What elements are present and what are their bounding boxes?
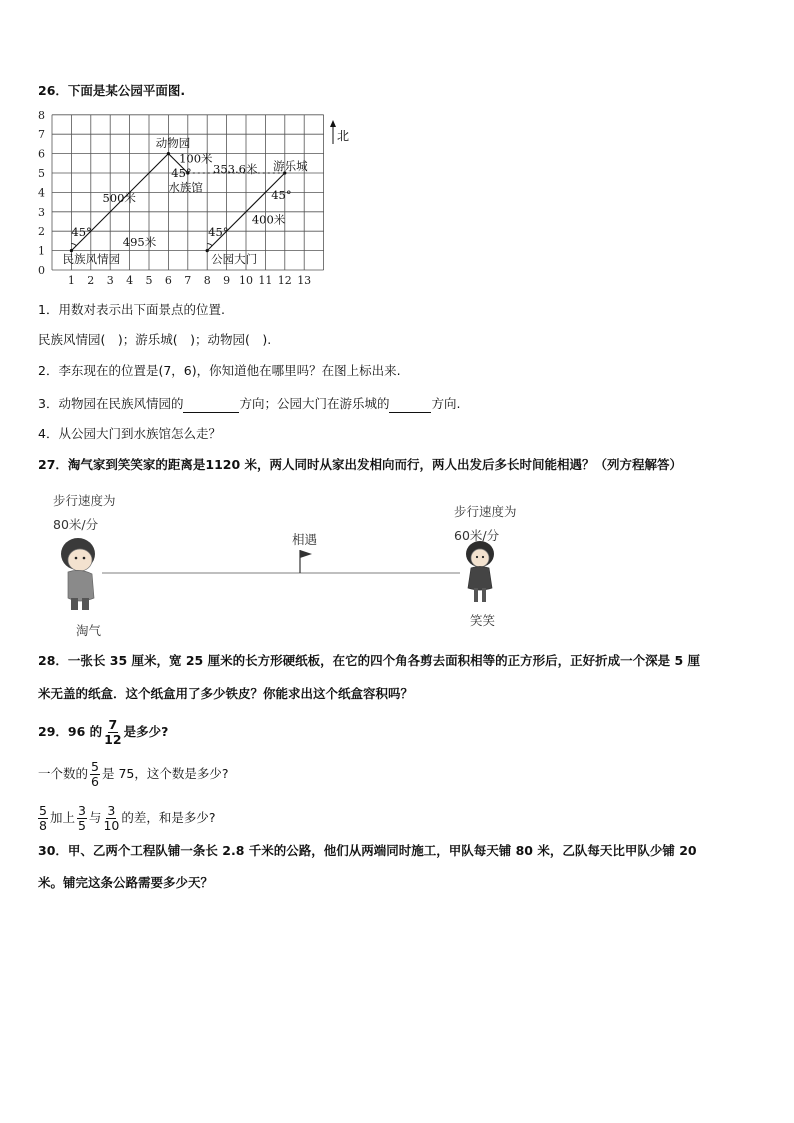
label-dist-500: 500米 — [102, 191, 136, 206]
xiaoxiao-speed-line2: 60米/分 — [454, 528, 500, 543]
y-tick-label: 8 — [38, 110, 45, 122]
north-label: 北 — [337, 129, 350, 143]
q26-sub4: 4．从公园大门到水族馆怎么走？ — [38, 426, 221, 441]
fraction-3-10: $\frac{3}{10}$ — [103, 803, 120, 833]
fraction-5-6: $\frac{5}{6}$ — [91, 759, 99, 789]
xiaoxiao-figure-icon — [466, 541, 494, 602]
x-tick-label: 10 — [239, 274, 253, 287]
label-angle-45-c: 45° — [71, 225, 92, 240]
x-tick-label: 3 — [106, 274, 114, 287]
fraction-3-5: $\frac{3}{5}$ — [77, 803, 86, 833]
blank-1[interactable] — [183, 394, 239, 413]
x-tick-label: 1 — [67, 274, 75, 287]
x-tick-label: 9 — [223, 274, 231, 287]
label-angle-45-a: 45° — [171, 165, 192, 180]
label-ethnic-garden: 民族风情园 — [62, 252, 121, 267]
x-tick-label: 12 — [277, 274, 292, 287]
q29-a-post: 是多少? — [123, 724, 169, 739]
x-tick-label: 4 — [126, 274, 134, 287]
map-point-zoo — [167, 152, 170, 155]
x-tick-label: 7 — [184, 274, 192, 287]
label-park-gate: 公园大门 — [211, 252, 258, 267]
q30-line2: 米。铺完这条公路需要多少天？ — [38, 875, 214, 890]
taoqi-speed-line2: 80米/分 — [53, 517, 99, 532]
q29-a-pre: 29．96 的 — [38, 724, 103, 739]
q28-line1: 28．一张长 35 厘米，宽 25 厘米的长方形硬纸板，在它的四个角各剪去面积相等的正方形后，正好折成一个深是 5 厘 — [38, 653, 700, 668]
park-map — [30, 110, 360, 296]
label-amusement: 游乐城 — [273, 159, 308, 174]
y-tick-label: 0 — [38, 264, 45, 277]
q26-sub1-answer-line: 民族风情园( )；游乐城( )；动物园( ). — [38, 332, 272, 347]
taoqi-speed-line1: 步行速度为 — [53, 493, 116, 508]
q29-c — [36, 804, 215, 833]
map-point-park-gate — [206, 249, 209, 252]
x-tick-label: 13 — [297, 274, 312, 287]
x-tick-label: 2 — [87, 274, 95, 287]
x-tick-label: 6 — [164, 274, 172, 287]
y-tick-label: 6 — [38, 147, 45, 161]
q29-b-post: 是 75，这个数是多少? — [101, 766, 229, 781]
park-grid-svg — [30, 110, 360, 292]
label-zoo: 动物园 — [155, 135, 191, 150]
fraction-7-12: $\frac{7}{12}$ — [104, 717, 122, 747]
label-dist-400: 400米 — [251, 212, 286, 227]
q30-line1: 30．甲、乙两个工程队铺一条长 2.8 千米的公路，他们从两端同时施工，甲队每天铺 80 米，乙队每天比甲队少铺 20 — [38, 843, 697, 858]
q27-text: 27．淘气家到笑笑家的距离是1120 米，两人同时从家出发相向而行，两人出发后多长时间能相遇？（列方程解答） — [38, 457, 683, 472]
x-tick-label: 8 — [203, 274, 211, 287]
label-dist-495: 495米 — [122, 234, 157, 249]
q26-sub1: 1．用数对表示出下面景点的位置. — [38, 302, 225, 317]
meet-label: 相遇 — [292, 532, 318, 547]
q29-a — [38, 718, 168, 747]
q26-sub3-part-b: 方向；公园大门在游乐城的 — [239, 396, 390, 411]
q29-b-pre: 一个数的 — [38, 766, 89, 781]
taoqi-name: 淘气 — [76, 623, 102, 638]
y-tick-label: 1 — [38, 244, 45, 258]
q28-line2: 米无盖的纸盒．这个纸盒用了多少铁皮？你能求出这个纸盒容积吗？ — [38, 686, 414, 701]
y-tick-label: 3 — [38, 205, 45, 219]
y-tick-label: 4 — [38, 186, 45, 200]
taoqi-figure-icon — [61, 538, 95, 610]
label-angle-45-b: 45° — [271, 188, 292, 203]
x-tick-label: 11 — [258, 274, 273, 287]
q26-sub3 — [38, 394, 460, 413]
label-angle-45-d: 45° — [208, 225, 229, 240]
q29-c-mid1: 加上 — [49, 810, 75, 825]
xiaoxiao-name: 笑笑 — [470, 613, 496, 628]
q26-sub2: 2．李东现在的位置是(7，6)，你知道他在哪里吗？在图上标出来. — [38, 363, 401, 378]
x-tick-label: 5 — [145, 274, 153, 287]
angle-arc-garden — [71, 244, 76, 246]
q29-c-post: 的差，和是多少? — [121, 810, 216, 825]
label-dist-100: 100米 — [179, 151, 213, 166]
y-tick-label: 7 — [38, 128, 45, 142]
angle-arc-gate — [207, 244, 212, 246]
blank-2[interactable] — [389, 394, 431, 413]
y-tick-label: 2 — [38, 225, 45, 239]
q29-c-mid2: 与 — [88, 810, 102, 825]
xiaoxiao-speed-line1: 步行速度为 — [454, 504, 517, 519]
q26-title: 26．下面是某公园平面图. — [38, 83, 186, 98]
q29-b — [38, 760, 228, 789]
fraction-5-8: $\frac{5}{8}$ — [39, 803, 47, 833]
flag-icon — [300, 550, 312, 573]
q26-sub3-part-c: 方向. — [431, 396, 461, 411]
label-aquarium: 水族馆 — [168, 180, 203, 195]
q26-sub3-part-a: 3．动物园在民族风情园的 — [38, 396, 184, 411]
label-dist-353: 353.6米 — [213, 162, 258, 176]
north-arrow-icon — [330, 120, 336, 144]
y-tick-label: 5 — [38, 167, 45, 180]
